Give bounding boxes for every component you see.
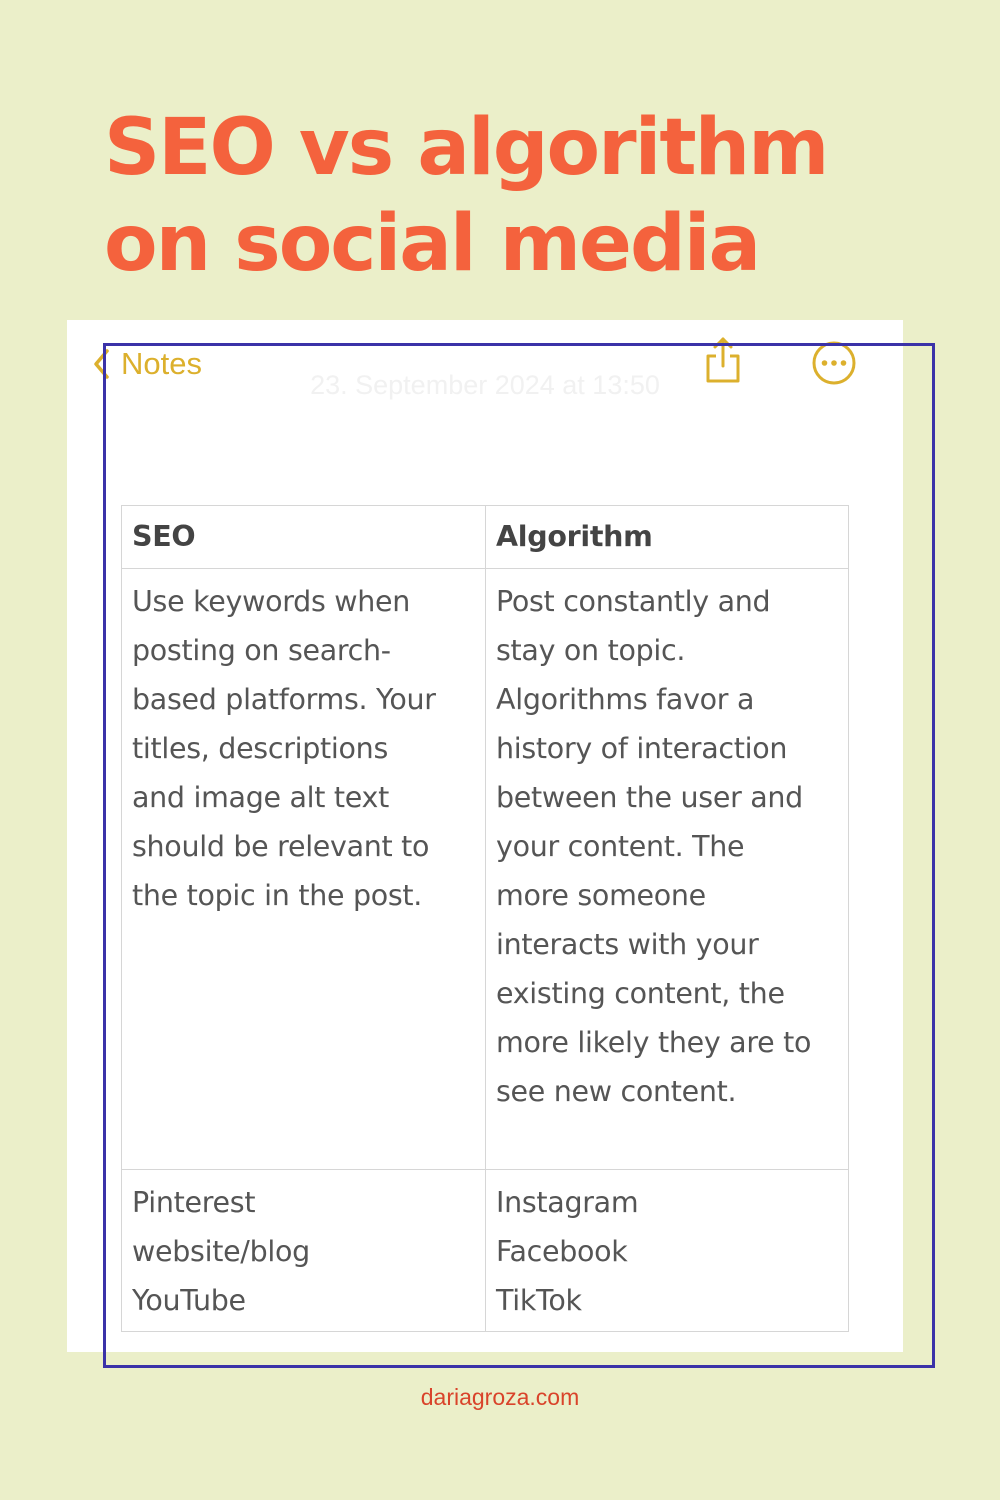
text-line: see new content.: [496, 1075, 737, 1108]
table-header-row: [122, 506, 849, 569]
text-line: based platforms. Your: [132, 683, 436, 716]
text-line: and image alt text: [132, 781, 389, 814]
footer-url: dariagroza.com: [420, 1384, 580, 1410]
text-line: interacts with your: [496, 928, 759, 961]
platform-website-blog: website/blog: [132, 1235, 310, 1268]
platform-pinterest: Pinterest: [132, 1186, 256, 1219]
text-line: between the user and: [496, 781, 803, 814]
cell-seo-description: [122, 569, 486, 1170]
ellipsis-circle-icon[interactable]: [811, 340, 857, 386]
text-line: titles, descriptions: [132, 732, 388, 765]
platform-instagram: Instagram: [496, 1186, 639, 1219]
table-row: [122, 1170, 849, 1332]
cell-algorithm-description: [486, 569, 849, 1170]
text-line: existing content, the: [496, 977, 785, 1010]
platform-tiktok: TikTok: [496, 1284, 582, 1317]
cell-seo-platforms: [122, 1170, 486, 1332]
text-line: posting on search-: [132, 634, 391, 667]
back-button-label: Notes: [121, 346, 202, 381]
header-algorithm: Algorithm: [486, 506, 849, 569]
cell-algorithm-platforms: [486, 1170, 849, 1332]
text-line: history of interaction: [496, 732, 788, 765]
header-seo: SEO: [122, 506, 486, 569]
title-line-1: SEO vs algorithm: [104, 103, 828, 193]
page-title: [104, 100, 964, 292]
platform-youtube: YouTube: [132, 1284, 246, 1317]
note-date: 23. September 2024 at 13:50: [310, 370, 660, 400]
text-line: more likely they are to: [496, 1026, 812, 1059]
table-row: [122, 569, 849, 1170]
notes-screenshot: [67, 320, 903, 1352]
text-line: Post constantly and: [496, 585, 771, 618]
text-line: your content. The: [496, 830, 745, 863]
text-line: stay on topic.: [496, 634, 686, 667]
text-line: Algorithms favor a: [496, 683, 755, 716]
text-line: should be relevant to: [132, 830, 430, 863]
text-line: more someone: [496, 879, 706, 912]
title-line-2: on social media: [104, 199, 760, 289]
text-line: the topic in the post.: [132, 879, 423, 912]
share-icon[interactable]: [703, 336, 743, 384]
text-line: Use keywords when: [132, 585, 411, 618]
comparison-table: [121, 505, 849, 1332]
platform-facebook: Facebook: [496, 1235, 628, 1268]
